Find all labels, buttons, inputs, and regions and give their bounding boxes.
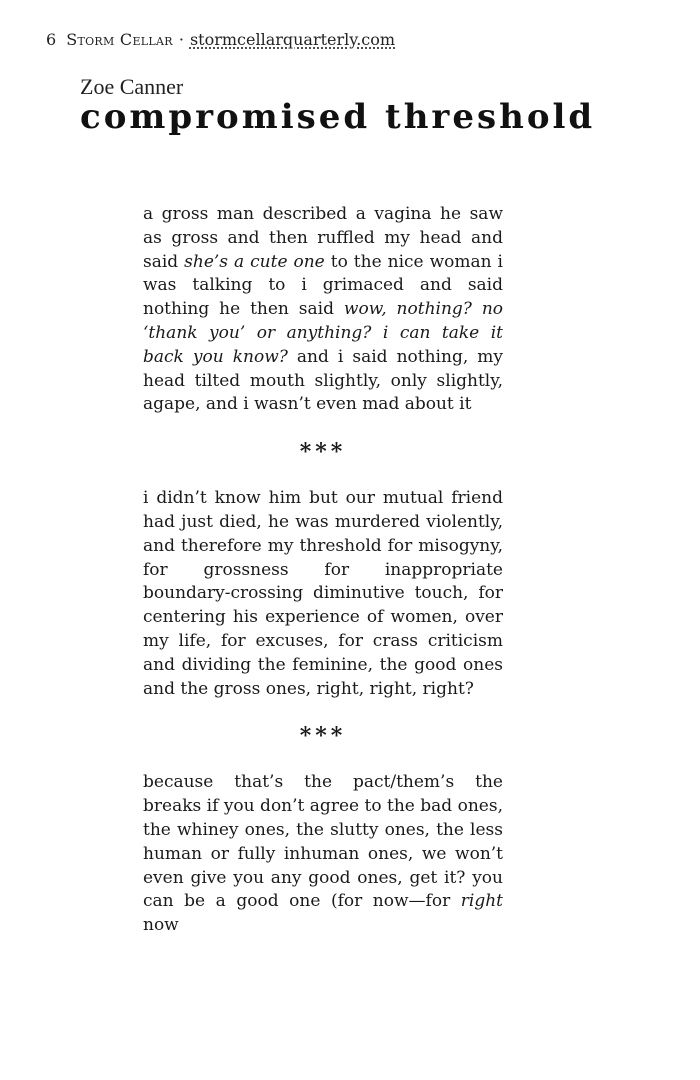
text-run: because that’s the pact/them’s the breaks if you don’t agree to the bad ones, the whiney ones, the slutty ones, the less human or fully inhuman ones, we won’t even give you any good ones, get it? you can be a good one (for now—for [143,772,503,912]
stanza-1 [143,203,503,417]
page-number: 6 [46,30,57,49]
section-divider: *** [299,723,347,750]
text-run: now [143,915,179,936]
text-run: a gross man described a vagina he saw as gross and then ruffled my head and said [143,204,503,272]
journal-url-link[interactable]: stormcellarquarterly.com [189,30,396,49]
running-header [46,30,395,49]
journal-name: Storm Cellar [66,30,173,49]
italic-text: she’s a cute one [184,251,325,272]
author-name: Zoe Canner [80,74,184,99]
stanza-3 [143,771,503,938]
text-run: and i said nothing, my head tilted mouth slightly, only slightly, agape, and i wasn’t even mad about it [143,346,503,415]
poem-title: compromised threshold [80,97,596,137]
italic-text: wow, nothing? no ‘thank you’ or anything? i can take it back you know? [143,299,504,367]
stanza-2 [143,487,503,701]
text-run: i didn’t know him but our mutual friend had just died, he was murdered violently, and therefore my threshold for misogyny, for grossness for inappropriate boundary-crossing diminutive touch, for centering his experience of women, over my life, for excuses, for crass criticism and dividing the feminine, the good ones and the gross ones, right, right, right? [143,488,503,699]
section-divider: *** [299,439,347,466]
poem-body [143,203,503,938]
italic-text: right [460,891,503,912]
header-separator: · [178,30,184,49]
text-run: to the nice woman i was talking to i grimaced and said nothing he then said [143,251,503,320]
